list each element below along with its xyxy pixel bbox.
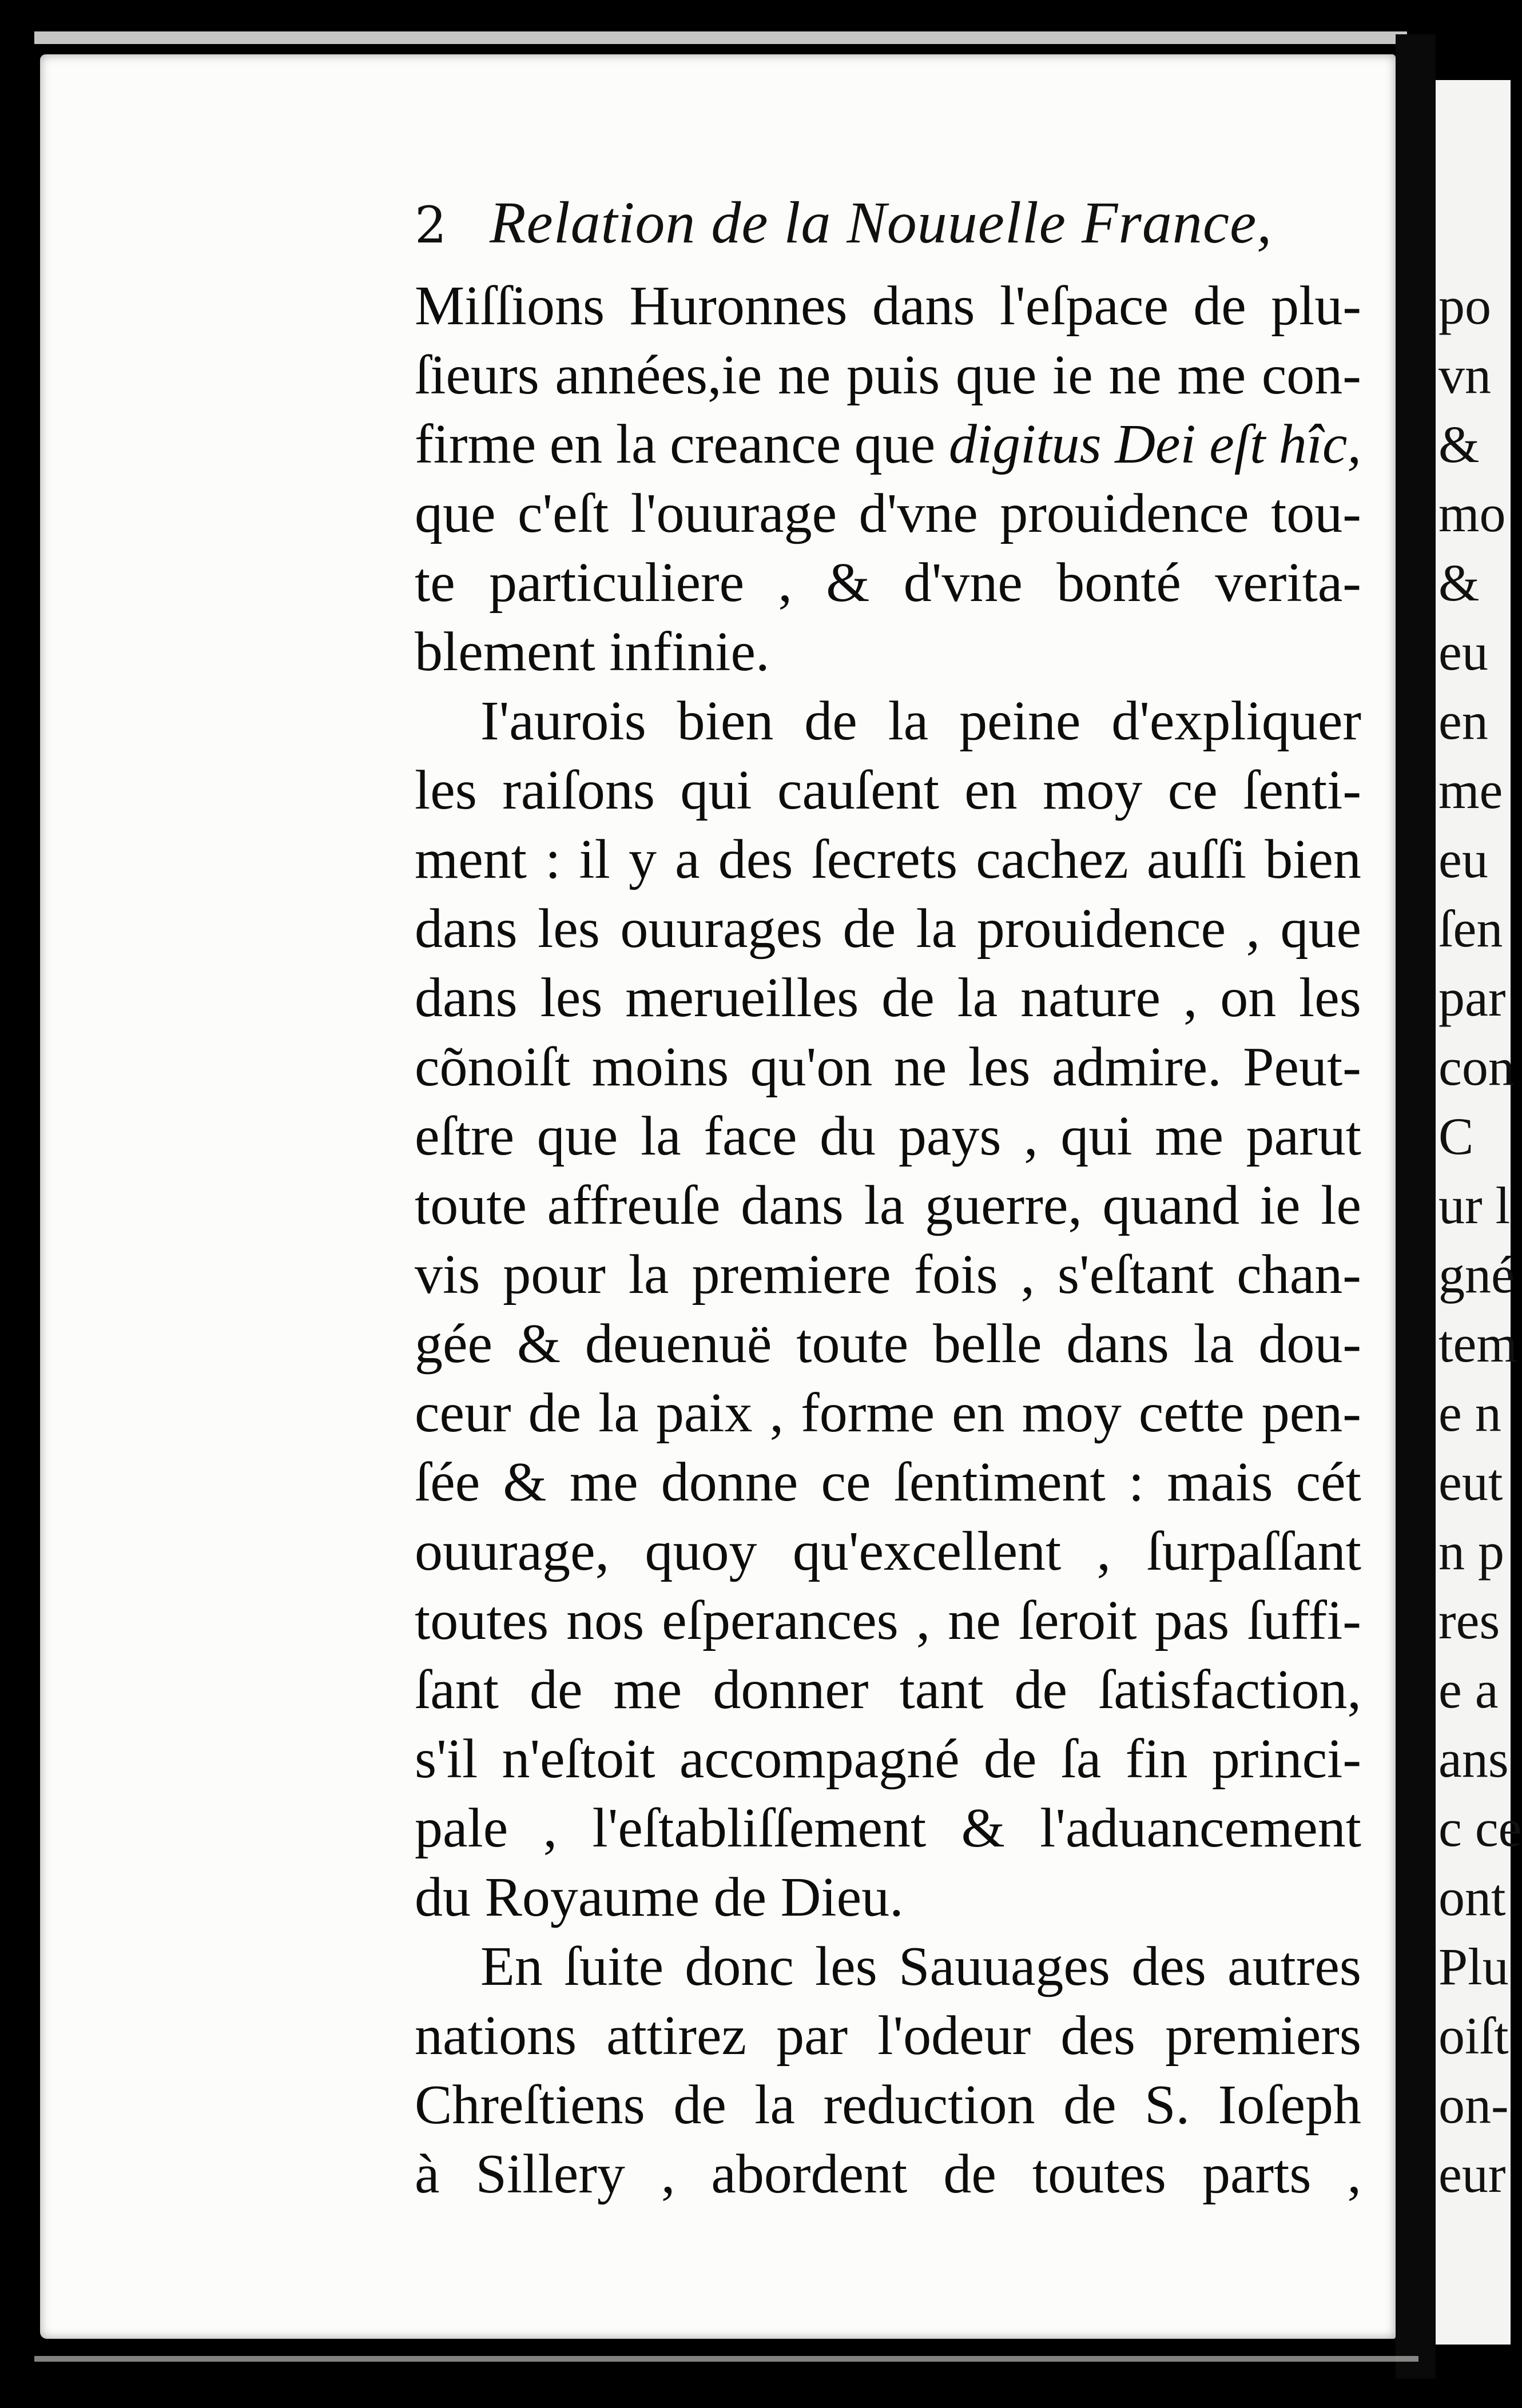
facing-page-fragment: eu bbox=[1438, 623, 1488, 681]
text-line: s'il n'eſtoit accompagné de ſa fin princi- bbox=[415, 1728, 1361, 1790]
text-line: eſtre que la face du pays , qui me parut bbox=[415, 1105, 1361, 1167]
running-head bbox=[415, 189, 1353, 274]
facing-page-fragment: e a bbox=[1438, 1661, 1499, 1719]
facing-page-fragment: c ce bbox=[1438, 1799, 1522, 1857]
text-line: dans les merueilles de la nature , on les bbox=[415, 967, 1361, 1029]
facing-page-fragment: eut bbox=[1438, 1453, 1503, 1511]
facing-page-fragment: po bbox=[1438, 277, 1491, 335]
text-line: Miſſions Huronnes dans l'eſpace de plu- bbox=[415, 275, 1361, 337]
facing-page-fragment: ſen bbox=[1438, 899, 1503, 958]
facing-page-fragment: & bbox=[1438, 415, 1480, 473]
facing-page-fragment: C bbox=[1438, 1107, 1474, 1165]
text-line: En ſuite donc les Sauuages des autres bbox=[480, 1936, 1361, 1997]
facing-page-fragment: oiſt bbox=[1438, 2007, 1509, 2065]
text-line: les raiſons qui cauſent en moy ce ſenti- bbox=[415, 759, 1361, 821]
text-line: nations attirez par l'odeur des premiers bbox=[415, 2005, 1361, 2067]
facing-page-fragment: n p bbox=[1438, 1522, 1504, 1581]
text-line: cõnoiſt moins qu'on ne les admire. Peut- bbox=[415, 1036, 1361, 1098]
facing-page-fragment: en bbox=[1438, 692, 1488, 750]
text-line: pale , l'eſtabliſſement & l'aduancement bbox=[415, 1797, 1361, 1859]
text-line: ſant de me donner tant de ſatisfaction, bbox=[415, 1659, 1361, 1721]
facing-page-fragment: tem bbox=[1438, 1315, 1517, 1373]
text-line: que c'eſt l'ouurage d'vne prouidence tou- bbox=[415, 483, 1361, 544]
facing-page-fragment: on- bbox=[1438, 2076, 1509, 2134]
facing-page-fragment: me bbox=[1438, 761, 1503, 819]
running-title: Relation de la Nouuelle France, bbox=[490, 190, 1273, 256]
binding-gutter bbox=[1396, 34, 1436, 2379]
facing-page-fragment: gné bbox=[1438, 1245, 1515, 1304]
text-line: du Royaume de Dieu. bbox=[415, 1866, 904, 1928]
page-top-edge bbox=[34, 31, 1407, 44]
text-line: toutes nos eſperances , ne ſeroit pas ſuffi- bbox=[415, 1590, 1361, 1651]
text-line: I'aurois bien de la peine d'expliquer bbox=[480, 690, 1361, 752]
facing-page-fragment: vn bbox=[1438, 346, 1491, 404]
facing-page-fragment: & bbox=[1438, 554, 1480, 612]
facing-page-fragment: eu bbox=[1438, 830, 1488, 889]
facing-page-fragment: con bbox=[1438, 1038, 1515, 1096]
text-line: Chreſtiens de la reduction de S. Ioſeph bbox=[415, 2074, 1361, 2136]
text-line: vis pour la premiere fois , s'eſtant chan- bbox=[415, 1244, 1361, 1306]
facing-page-fragment: ont bbox=[1438, 1868, 1506, 1927]
text-line: dans les ouurages de la prouidence , que bbox=[415, 898, 1361, 960]
text-line: blement infinie. bbox=[415, 621, 770, 683]
page-number: 2 bbox=[415, 196, 447, 254]
facing-page-fragment: mo bbox=[1438, 484, 1506, 543]
facing-page-text-fragments bbox=[1438, 272, 1522, 2209]
text-line: ſée & me donne ce ſentiment : mais cét bbox=[415, 1451, 1361, 1513]
facing-page-fragment: eur bbox=[1438, 2145, 1506, 2203]
text-line: gée & deuenuë toute belle dans la dou- bbox=[415, 1313, 1361, 1375]
text-line: ceur de la paix , forme en moy cette pen- bbox=[415, 1382, 1361, 1444]
text-line: te particuliere , & d'vne bonté verita- bbox=[415, 552, 1361, 614]
text-line: ment : il y a des ſecrets cachez auſſi bien bbox=[415, 829, 1361, 890]
facing-page-fragment: e n bbox=[1438, 1384, 1501, 1442]
text-line: toute affreuſe dans la guerre, quand ie le bbox=[415, 1175, 1361, 1236]
facing-page-fragment: res bbox=[1438, 1591, 1500, 1650]
text-line: ſieurs années,ie ne puis que ie ne me con- bbox=[415, 344, 1361, 406]
facing-page-fragment: Plu bbox=[1438, 1937, 1509, 1996]
facing-page-fragment: ur l bbox=[1438, 1176, 1511, 1235]
body-text bbox=[415, 272, 1361, 2209]
page-bottom-edge bbox=[34, 2356, 1418, 2362]
text-line: à Sillery , abordent de toutes parts , bbox=[415, 2143, 1361, 2205]
facing-page-fragment: par bbox=[1438, 969, 1506, 1027]
facing-page-fragment: ans bbox=[1438, 1730, 1509, 1788]
text-line: ouurage, quoy qu'excellent , ſurpaſſant bbox=[415, 1521, 1361, 1582]
text-line: firme en la creance que digitus Dei eſt hîc, bbox=[415, 413, 1361, 475]
